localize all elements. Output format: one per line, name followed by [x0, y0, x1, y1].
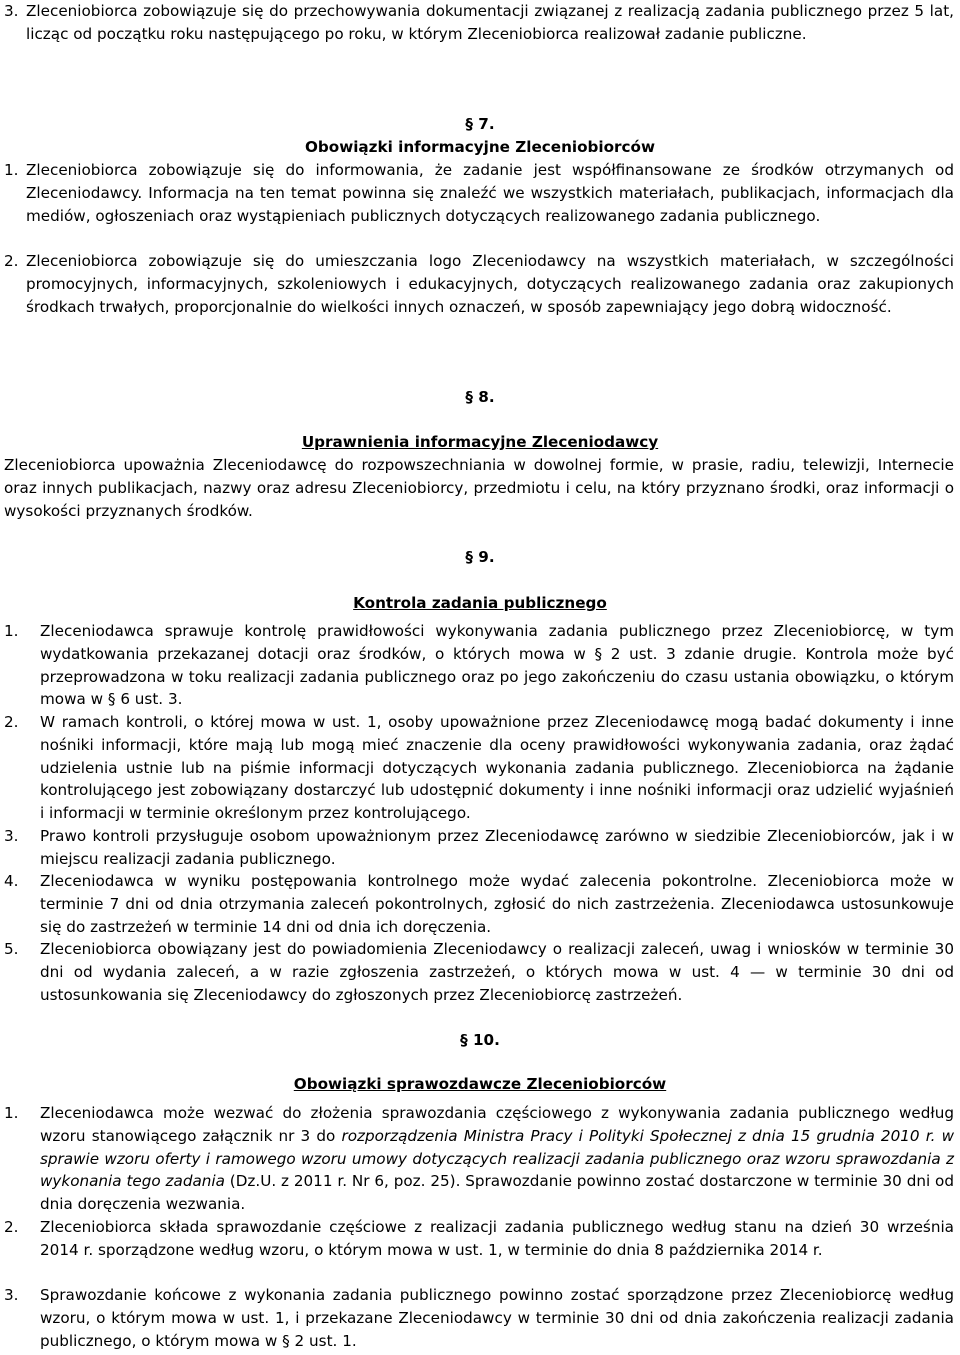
section-10-title: Obowiązki sprawozdawcze Zleceniobiorców [293, 1075, 667, 1093]
item-text: Zleceniodawca w wyniku postępowania kontrolnego może wydać zalecenia pokontrolne. Zleceniobiorca może w terminie 7 dni od dnia otrzymania zaleceń pokontrolnych, zgłosić do nich zastrzeżenia. Zleceniodawca ustosunkowuje się do zastrzeżeń w terminie 14 dni od dnia ich doręczenia. [40, 872, 954, 936]
section-9-title: Kontrola zadania publicznego [353, 594, 607, 612]
item-text: Zleceniobiorca składa sprawozdanie częściowe z realizacji zadania publicznego według stanu na dzień 30 września 2014 r. sporządzone według wzoru, o którym mowa w ust. 1, w terminie do dnia 8 października 2014 r. [40, 1218, 954, 1259]
item-text: Zleceniobiorca zobowiązuje się do przechowywania dokumentacji związanej z realizacją zadania publicznego przez 5 lat, licząc od początku roku następującego po roku, w którym Zleceniobiorca realizował zadanie publiczne. [26, 2, 954, 43]
section-7-item-2 [4, 250, 954, 318]
item-number: 4. [4, 872, 19, 890]
section-8-title: Uprawnienia informacyjne Zleceniodawcy [301, 433, 659, 451]
item-number: 1. [4, 1104, 19, 1122]
item-text: Prawo kontroli przysługuje osobom upoważnionym przez Zleceniodawcę zarówno w siedzibie Zleceniobiorców, jak i w miejscu realizacji zadania publicznego. [40, 827, 954, 868]
item-number: 3. [4, 2, 19, 20]
regulation-title-italic: rozporządzenia Ministra Pracy i Polityki Społecznej z dnia 15 grudnia 2010 r. w sprawie wzoru oferty i ramowego wzoru umowy dotyczących realizacji zadania publicznego oraz wzoru sprawozdania z wykonania tego zadania [40, 1126, 954, 1191]
item-number: 2. [4, 1218, 19, 1236]
section-7-item-1 [4, 159, 954, 227]
item-text: Zleceniobiorca zobowiązuje się do informowania, że zadanie jest współfinansowane ze środków otrzymanych od Zleceniodawcy. Informacja na ten temat powinna się znaleźć we wszystkich materiałach, publikacjach, informacjach dla mediów, ogłoszeniach oraz wystąpieniach publicznych dotyczących realizowanego zadania publicznego. [26, 161, 954, 225]
section-10-item-1 [4, 1102, 954, 1216]
item-text [40, 1102, 954, 1216]
section-10-item-2 [4, 1216, 954, 1262]
item-text: W ramach kontroli, o której mowa w ust. 1, osoby upoważnione przez Zleceniodawcę mogą badać dokumenty i inne nośniki informacji, które mają lub mogą mieć znaczenie dla oceny prawidłowości wykonywania zadania, oraz żądać udzielenia ustnie lub na piśmie informacji dotyczących wykonania zadania publicznego. Zleceniobiorca na żądanie kontrolującego jest zobowiązany dostarczyć lub udostępnić dokumenty i inne nośniki informacji oraz udzielić wyjaśnień i informacji w terminie określonym przez kontrolującego. [40, 713, 954, 823]
item-number: 1. [4, 161, 19, 179]
item-number: 3. [4, 1286, 19, 1304]
item-text-part-a: Zleceniodawca może wezwać do złożenia sprawozdania częściowego z wykonywania zadania publicznego według wzoru stanowiącego załącznik nr 3 do [40, 1104, 954, 1145]
section-9-item-3 [4, 825, 954, 871]
section-8-number: § 8. [465, 388, 495, 406]
section-9-item-1 [4, 620, 954, 711]
section-10-item-3 [4, 1284, 954, 1352]
section-10-number: § 10. [460, 1031, 500, 1049]
item-number: 2. [4, 252, 19, 270]
intro-item [4, 0, 954, 46]
section-9-number: § 9. [465, 548, 495, 566]
section-9-item-4 [4, 870, 954, 938]
item-text: Sprawozdanie końcowe z wykonania zadania publicznego powinno zostać sporządzone przez Zleceniobiorcę według wzoru, o którym mowa w ust. 1, i przekazane Zleceniodawcy w terminie 30 dni od dnia zakończenia realizacji zadania publicznego, o którym mowa w § 2 ust. 1. [40, 1286, 954, 1350]
section-9-item-2 [4, 711, 954, 825]
item-text-part-b: (Dz.U. z 2011 r. Nr 6, poz. 25). Sprawozdanie powinno zostać dostarczone w terminie 30 dni od dnia doręczenia wezwania. [40, 1172, 954, 1214]
item-text: Zleceniodawca sprawuje kontrolę prawidłowości wykonywania zadania publicznego przez Zleceniobiorcę, w tym wydatkowania przekazanej dotacji oraz środków, o których mowa w § 2 ust. 3 zdanie drugie. Kontrola może być przeprowadzona w toku realizacji zadania publicznego oraz po jego zakończeniu do czasu ustania obowiązku, o którym mowa w § 6 ust. 3. [40, 622, 954, 709]
item-number: 3. [4, 827, 19, 845]
item-number: 2. [4, 713, 19, 731]
section-9-item-5 [4, 938, 954, 1006]
item-number: 5. [4, 940, 19, 958]
item-text: Zleceniobiorca obowiązany jest do powiadomienia Zleceniodawcy o realizacji zaleceń, uwag i wniosków w terminie 30 dni od wydania zaleceń, a w razie zgłoszenia zastrzeżeń, o których mowa w ust. 4 — w terminie 30 dni od ustosunkowania się Zleceniodawcy do zgłoszonych przez Zleceniobiorcę zastrzeżeń. [40, 940, 954, 1004]
section-8-text: Zleceniobiorca upoważnia Zleceniodawcę do rozpowszechniania w dowolnej formie, w prasie, radiu, telewizji, Internecie oraz innych publikacjach, nazwy oraz adresu Zleceniobiorcy, przedmiotu i celu, na który przyznano środki, oraz informacji o wysokości przyznanych środków. [4, 456, 954, 520]
section-7-title: Obowiązki informacyjne Zleceniobiorców [304, 138, 655, 156]
section-7-number: § 7. [465, 115, 495, 133]
item-text: Zleceniobiorca zobowiązuje się do umieszczania logo Zleceniodawcy na wszystkich materiałach, w szczególności promocyjnych, informacyjnych, szkoleniowych i edukacyjnych, dotyczących realizowanego zadania oraz zakupionych środkach trwałych, proporcjonalnie do wielkości innych oznaczeń, w sposób zapewniający jego dobrą widoczność. [26, 252, 954, 316]
item-number: 1. [4, 622, 19, 640]
